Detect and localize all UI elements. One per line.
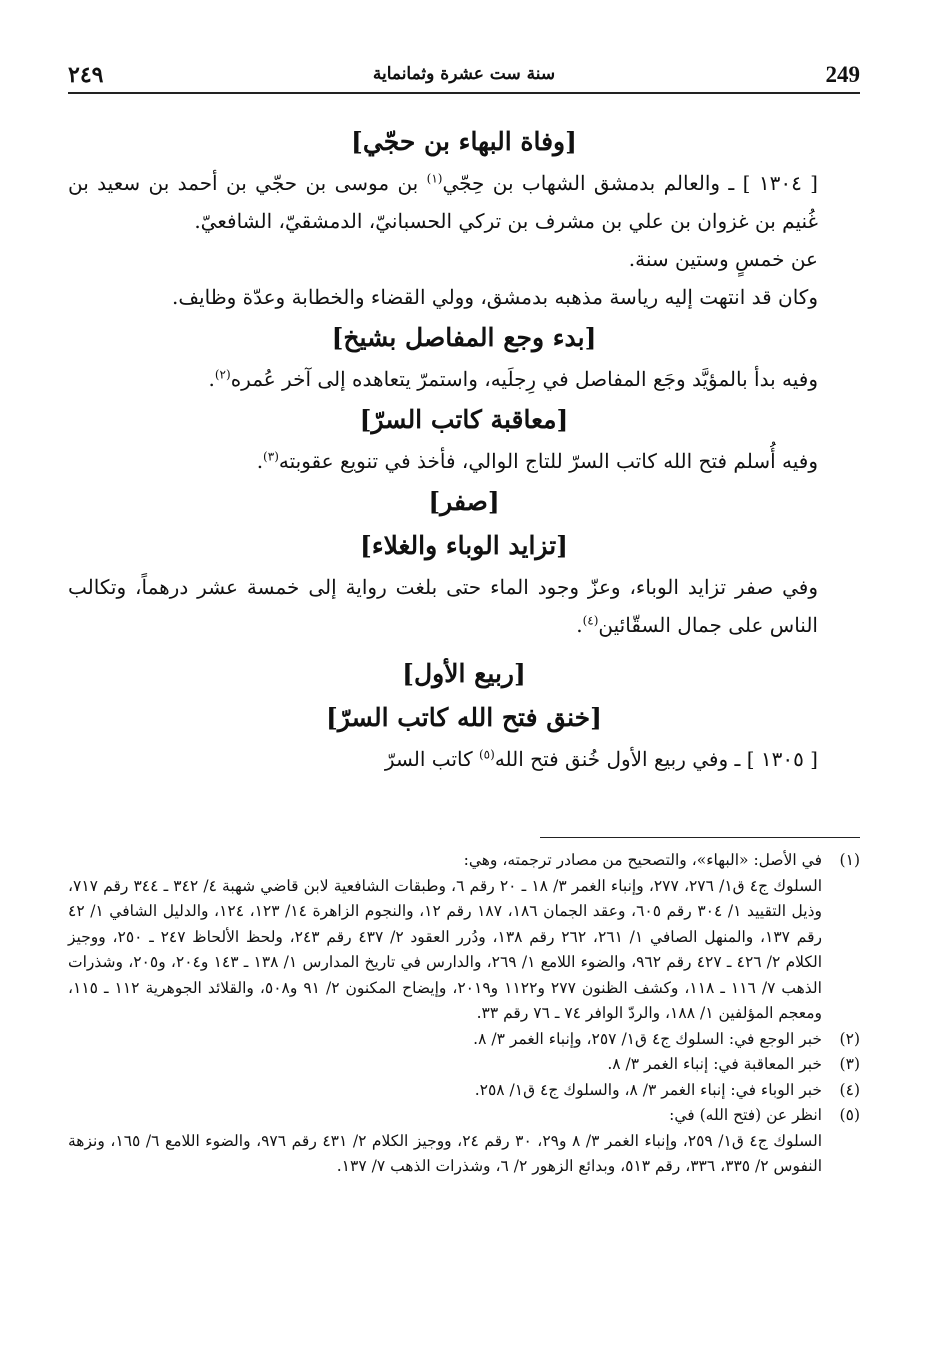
footnote-text: في الأصل: «البهاء»، والتصحيح من مصادر ترجمته، وهي: xyxy=(463,851,822,869)
entry-1305 xyxy=(68,740,860,778)
entry-1304 xyxy=(68,164,860,240)
joint-pain-paragraph xyxy=(68,360,860,398)
footnote-1-sources: السلوك ج٤ ق١/ ٢٧٦، ٢٧٧، وإنباء الغمر ٣/ ١٨ ـ ٢٠ رقم ٦، وطبقات الشافعية لابن قاضي شهبة ٤/ ٣٤٢ ـ ٣٤٤ رقم ٧١٧، وذيل التقييد ١/ ٣٠٤ رقم ٦٠٥، وعقد الجمان ١٨٦، ١٨٧ رقم ١٢، والنجوم الزاهرة ١٤/ ١٢٣، ١٢٤، والدليل الشافي ١/ ٤٢ رقم ١٣٧، والمنهل الصافي ١/ ٢٦١، ٢٦٢ رقم ١٣٨، ودُرر العقود ٢/ ٤٣٧ رقم ٢٤٣، ولحظ الألحاظ ٢٤٧ ـ ٢٥٠، ووجيز الكلام ٢/ ٤٢٦ ـ ٤٢٧ رقم ٩٦٢، والضوء اللامع ١/ ٢٦٩، والدارس في تاريخ المدارس ١/ ١٣٨ ـ ١٤٣ و٢٠٤، و٢٠٥، وشذرات الذهب ٧/ ١١٦ ـ ١١٨، وكشف الظنون ٢٧٧ و١١٢٢ و٢٠١٩، وإيضاح المكنون ٢/ ٩١ و٥٠٨، والقلائد الجوهرية ١١٢ ـ ١١٥، ومعجم المؤلفين ١/ ١٨٨، والردّ الوافر ٧٤ ـ ٧٦ رقم ٣٣. xyxy=(68,876,823,1022)
heading-joint-pain: [بدء وجع المفاصل بشيخ] xyxy=(331,323,597,352)
heading-death-baha: [وفاة البهاء بن حجّي] xyxy=(351,127,577,156)
punishment-paragraph xyxy=(68,442,860,480)
epidemic-text: وفي صفر تزايد الوباء، وعزّ وجود الماء حتى بلغت رواية إلى خمسة عشر درهماً، وتكالب الناس على جمال السقّائين xyxy=(68,575,818,637)
footnote-1 xyxy=(68,848,860,874)
joint-pain-end: . xyxy=(208,367,215,391)
footnotes xyxy=(68,848,860,1180)
heading-rabi-awwal: [ربيع الأول] xyxy=(402,659,526,688)
footnote-ref-4[interactable]: (٤) xyxy=(582,613,599,628)
footnote-number: (٣) xyxy=(839,1055,860,1073)
footnote-5-sources: السلوك ج٤ ق١/ ٢٥٩، وإنباء الغمر ٣/ ٨ و٢٩، ٣٠ رقم ٢٤، ووجيز الكلام ٢/ ٤٣١ رقم ٩٧٦، والضوء اللامع ٦/ ١٦٥، ونزهة النفوس ٢/ ٣٣٥، ٣٣٦، رقم ٥١٣، وبدائع الزهور ٢/ ٦، وشذرات الذهب ٧/ ١٣٧. xyxy=(68,1131,823,1175)
footnote-text: خبر الوباء في: إنباء الغمر ٣/ ٨، والسلوك ج٤ ق١/ ٢٥٨. xyxy=(474,1080,822,1099)
page-number-latin: 249 xyxy=(825,62,860,87)
entry-1305-text: [ ١٣٠٥ ] ـ وفي ربيع الأول خُنق فتح الله xyxy=(494,747,818,771)
epidemic-end: . xyxy=(576,613,583,637)
running-header xyxy=(68,58,860,94)
footnote-2 xyxy=(68,1027,860,1053)
punishment-end: . xyxy=(256,449,264,473)
footnote-text: انظر عن (فتح الله) في: xyxy=(669,1106,822,1124)
heading-strangling: [خنق فتح الله كاتب السرّ] xyxy=(326,703,602,732)
epidemic-paragraph xyxy=(68,568,860,644)
footnote-4 xyxy=(68,1078,860,1104)
footnote-number: (١) xyxy=(839,851,860,869)
heading-safar: [صفر] xyxy=(428,487,500,516)
footnote-ref-2[interactable]: (٢) xyxy=(214,367,231,382)
footnote-ref-3[interactable]: (٣) xyxy=(263,449,279,464)
footnote-5 xyxy=(68,1103,860,1129)
running-title: سنة ست عشرة وثمانماية xyxy=(372,64,556,84)
footnote-ref-5[interactable]: (٥) xyxy=(478,747,495,762)
footnote-3 xyxy=(68,1052,860,1078)
footnote-ref-1[interactable]: (١) xyxy=(426,171,443,186)
footnote-number: (٥) xyxy=(839,1106,860,1124)
footnote-separator xyxy=(540,837,860,838)
entry-1304-start: [ ١٣٠٤ ] ـ والعالم بدمشق الشهاب بن حِجّي xyxy=(442,171,818,195)
career-paragraph: وكان قد انتهت إليه رياسة مذهبه بدمشق، وولي القضاء والخطابة وعدّة وظايف. xyxy=(171,285,818,309)
punishment-text: وفيه أُسلم فتح الله كاتب السرّ للتاج الوالي، فأخذ في تنويع عقوبته xyxy=(278,449,818,473)
footnote-number: (٤) xyxy=(839,1080,860,1099)
main-text xyxy=(68,120,860,778)
footnote-text: خبر الوجع في: السلوك ج٤ ق١/ ٢٥٧، وإنباء الغمر ٣/ ٨. xyxy=(473,1029,822,1048)
age-paragraph: عن خمسٍ وستين سنة. xyxy=(628,247,818,271)
footnote-number: (٢) xyxy=(839,1029,860,1048)
footnote-text: خبر المعاقبة في: إنباء الغمر ٣/ ٨. xyxy=(607,1055,822,1073)
page-number-arabic: ٢٤٩ xyxy=(68,62,104,88)
heading-epidemic: [تزايد الوباء والغلاء] xyxy=(359,531,569,560)
entry-1304-rest: بن موسى بن حجّي بن أحمد بن سعيد بن غُنيم بن غزوان بن علي بن مشرف بن تركي الحسبانيّ، الدمشقيّ، الشافعيّ. xyxy=(68,171,818,233)
heading-punishment: [معاقبة كاتب السرّ] xyxy=(359,405,569,434)
joint-pain-text: وفيه بدأ بالمؤيَّد وجَع المفاصل في رِجلَيه، واستمرّ يتعاهده إلى آخر عُمره xyxy=(230,367,818,391)
entry-1305-end: كاتب السرّ xyxy=(384,747,479,771)
